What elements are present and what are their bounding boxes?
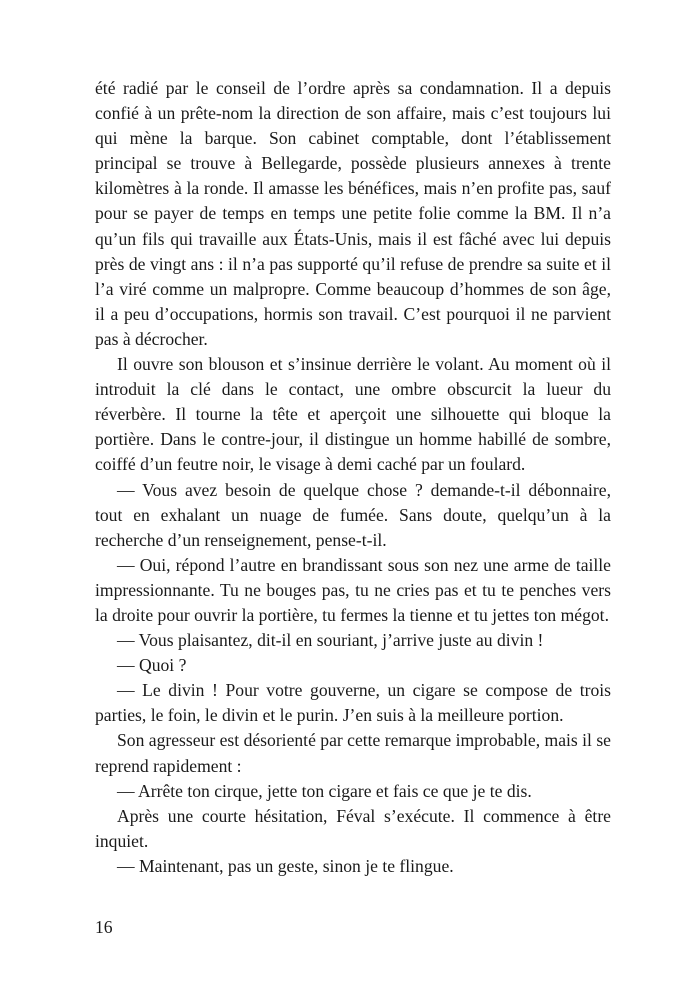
paragraph-3: — Vous avez besoin de quelque chose ? demande-t-il débonnaire, tout en exhalant un nuage de fumée. Sans doute, quelqu’un à la recherche d’un renseignement, pense-t-il. xyxy=(95,479,611,550)
paragraph-10: Après une courte hésitation, Féval s’exécute. Il commence à être inquiet. xyxy=(95,805,611,851)
paragraph-4: — Oui, répond l’autre en brandissant sous son nez une arme de taille impressionnante. Tu ne bouges pas, tu ne cries pas et tu te penches vers la droite pour ouvrir la portière, tu fermes la tienne et tu jettes ton mégot. xyxy=(95,554,611,625)
body-text xyxy=(95,76,611,879)
paragraph-11: — Maintenant, pas un geste, sinon je te flingue. xyxy=(117,855,454,876)
paragraph-2: Il ouvre son blouson et s’insinue derrière le volant. Au moment où il introduit la clé dans le contact, une ombre obscurcit la lueur du réverbère. Il tourne la tête et aperçoit une silhouette qui bloque la portière. Dans le contre-jour, il distingue un homme habillé de sombre, coiffé d’un feutre noir, le visage à demi caché par un foulard. xyxy=(95,354,611,475)
paragraph-8: Son agresseur est désorienté par cette remarque improbable, mais il se reprend rapidement : xyxy=(95,730,611,776)
paragraph-1: été radié par le conseil de l’ordre après sa condamnation. Il a depuis confié à un prête-nom la direction de son affaire, mais c’est toujours lui qui mène la barque. Son cabinet comptable, dont l’établissement principal se trouve à Bellegarde, possède plusieurs annexes à trente kilomètres à la ronde. Il amasse les bénéfices, mais n’en profite pas, sauf pour se payer de temps en temps une petite folie comme la BM. Il n’a qu’un fils qui travaille aux États-Unis, mais il est fâché avec lui depuis près de vingt ans : il n’a pas supporté qu’il refuse de prendre sa suite et il l’a viré comme un malpropre. Comme beaucoup d’hommes de son âge, il a peu d’occupations, hormis son travail. C’est pourquoi il ne parvient pas à décrocher. xyxy=(95,78,611,349)
page-number: 16 xyxy=(95,917,113,937)
paragraph-6: — Quoi ? xyxy=(117,655,187,676)
paragraph-5: — Vous plaisantez, dit-il en souriant, j’arrive juste au divin ! xyxy=(117,630,544,651)
paragraph-7: — Le divin ! Pour votre gouverne, un cigare se compose de trois parties, le foin, le divin et le purin. J’en suis à la meilleure portion. xyxy=(95,680,611,726)
paragraph-9: — Arrête ton cirque, jette ton cigare et fais ce que je te dis. xyxy=(117,780,532,801)
